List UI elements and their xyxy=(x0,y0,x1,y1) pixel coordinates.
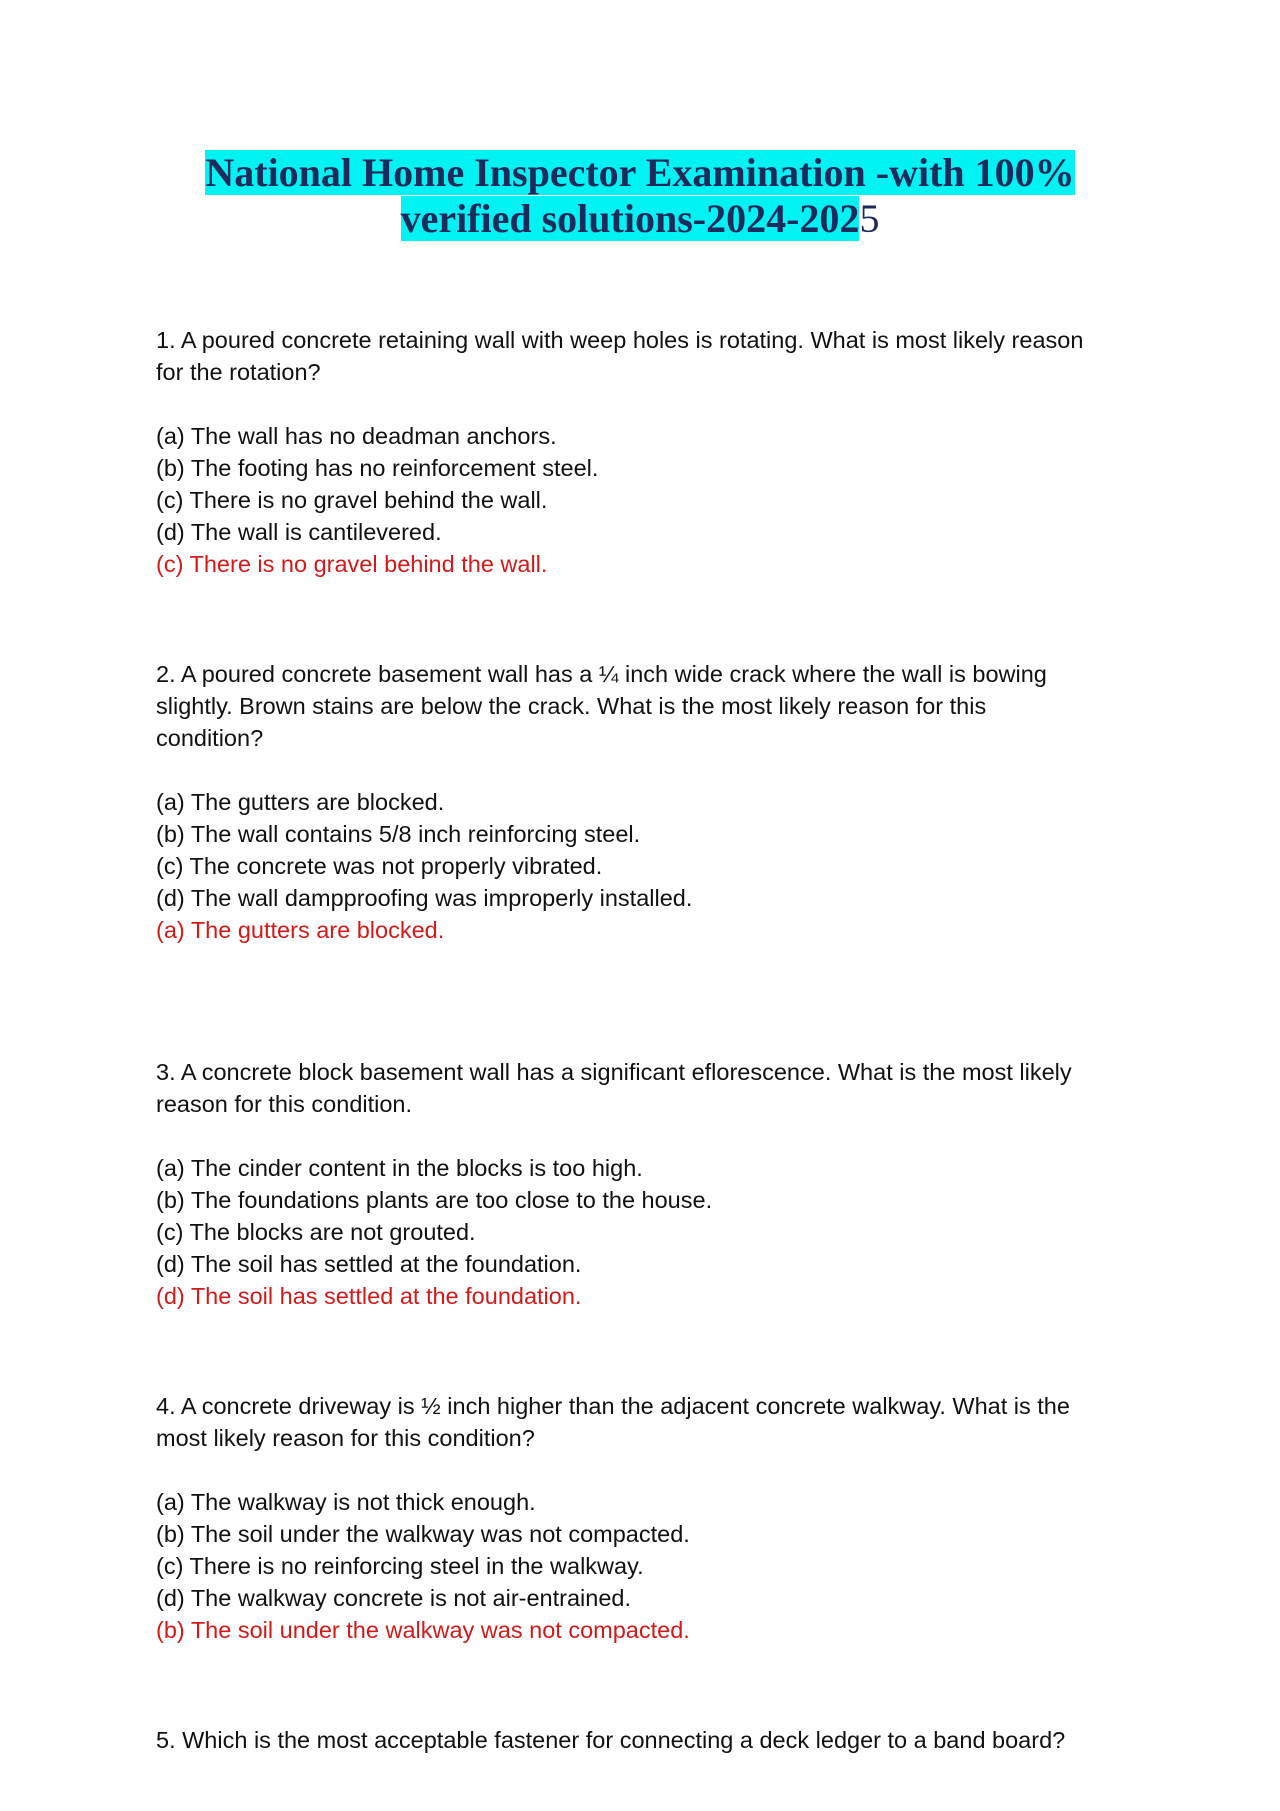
title-line-2-highlighted: verified solutions-2024-202 xyxy=(400,196,860,241)
answer-line: (c) There is no gravel behind the wall. xyxy=(156,551,548,577)
answer-line: (b) The soil under the walkway was not compacted. xyxy=(156,1617,690,1643)
questions-list xyxy=(156,324,1096,1756)
option-a: (a) The walkway is not thick enough. xyxy=(156,1489,536,1515)
question-1 xyxy=(156,324,1096,580)
question-text: 3. A concrete block basement wall has a significant eflorescence. What is the most likely reason for this condition. xyxy=(156,1059,1072,1117)
question-text: 2. A poured concrete basement wall has a ¼ inch wide crack where the wall is bowing slightly. Brown stains are below the crack. What is the most likely reason for this condition? xyxy=(156,661,1047,751)
option-c: (c) The blocks are not grouted. xyxy=(156,1219,476,1245)
option-c: (c) The concrete was not properly vibrated. xyxy=(156,853,603,879)
question-4 xyxy=(156,1390,1096,1646)
question-5 xyxy=(156,1724,1096,1756)
question-text: 4. A concrete driveway is ½ inch higher than the adjacent concrete walkway. What is the most likely reason for this condition? xyxy=(156,1393,1070,1451)
option-c: (c) There is no reinforcing steel in the walkway. xyxy=(156,1553,644,1579)
option-d: (d) The wall dampproofing was improperly installed. xyxy=(156,885,693,911)
option-d: (d) The wall is cantilevered. xyxy=(156,519,442,545)
options-list xyxy=(156,1486,1096,1646)
option-d: (d) The soil has settled at the foundation. xyxy=(156,1251,582,1277)
title-line-2-tail: 5 xyxy=(859,196,880,241)
answer-line: (d) The soil has settled at the foundation. xyxy=(156,1283,582,1309)
option-b: (b) The foundations plants are too close to the house. xyxy=(156,1187,713,1213)
option-a: (a) The wall has no deadman anchors. xyxy=(156,423,557,449)
document-title xyxy=(0,150,1280,242)
option-a: (a) The cinder content in the blocks is too high. xyxy=(156,1155,643,1181)
question-2 xyxy=(156,658,1096,946)
options-list xyxy=(156,1152,1096,1312)
question-text: 1. A poured concrete retaining wall with weep holes is rotating. What is most likely reason for the rotation? xyxy=(156,327,1084,385)
title-line-1: National Home Inspector Examination -with 100% xyxy=(205,150,1075,195)
options-list xyxy=(156,420,1096,580)
option-b: (b) The soil under the walkway was not compacted. xyxy=(156,1521,690,1547)
option-b: (b) The wall contains 5/8 inch reinforcing steel. xyxy=(156,821,641,847)
question-3 xyxy=(156,1056,1096,1312)
options-list xyxy=(156,786,1096,946)
answer-line: (a) The gutters are blocked. xyxy=(156,917,445,943)
option-c: (c) There is no gravel behind the wall. xyxy=(156,487,548,513)
option-b: (b) The footing has no reinforcement steel. xyxy=(156,455,599,481)
question-text: 5. Which is the most acceptable fastener for connecting a deck ledger to a band board? xyxy=(156,1727,1066,1753)
option-a: (a) The gutters are blocked. xyxy=(156,789,445,815)
option-d: (d) The walkway concrete is not air-entrained. xyxy=(156,1585,632,1611)
